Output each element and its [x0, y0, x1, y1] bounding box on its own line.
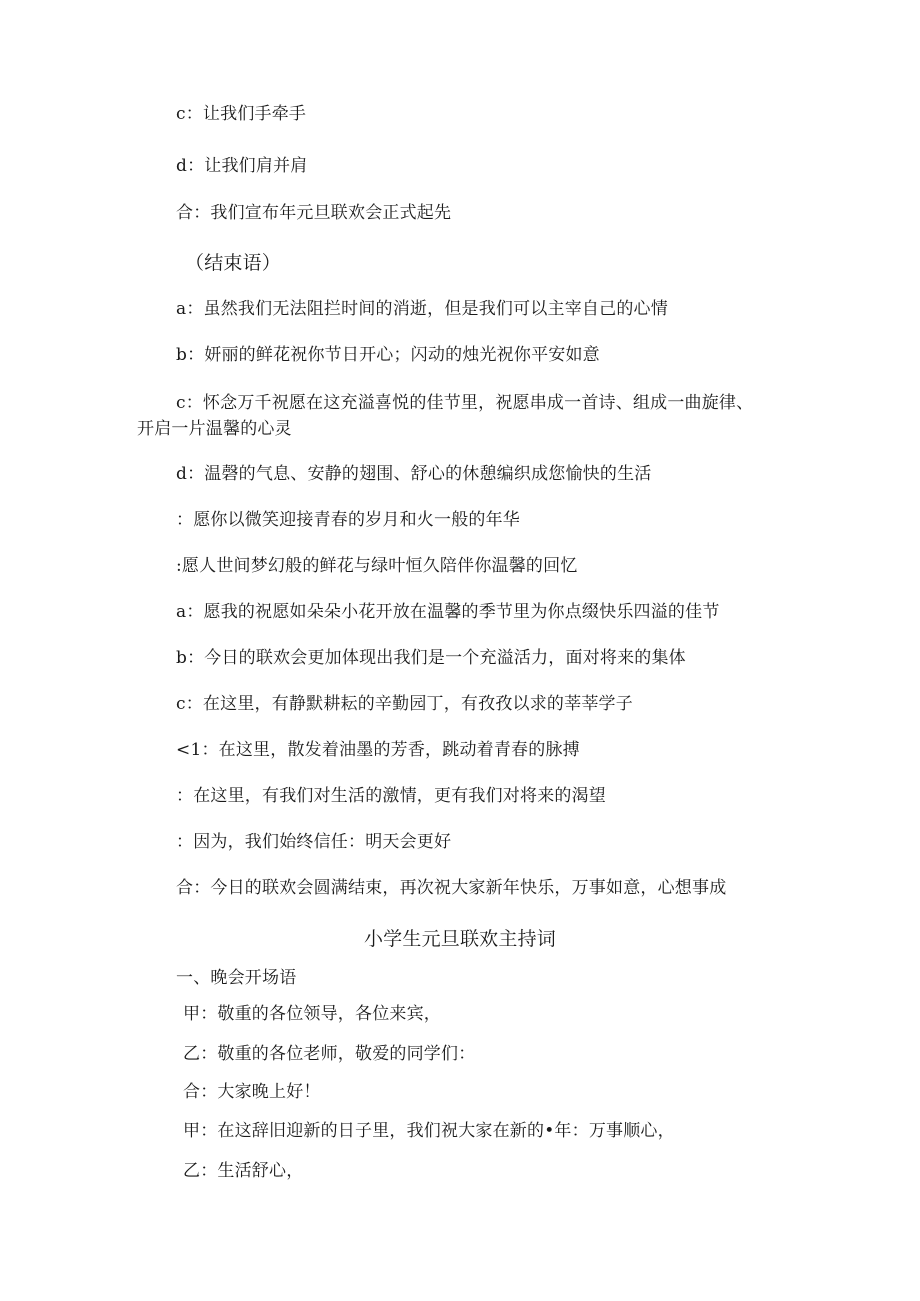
script-line: c：在这里，有静默耕耘的辛勤园丁，有孜孜以求的莘莘学子 [176, 694, 633, 714]
script-line: <1：在这里，散发着油墨的芳香，跳动着青春的脉搏 [176, 740, 580, 760]
script-line: a：虽然我们无法阻拦时间的消逝，但是我们可以主宰自己的心情 [176, 299, 668, 319]
script-line: ：因为，我们始终信任：明天会更好 [176, 832, 452, 852]
script-line: ：愿你以微笑迎接青春的岁月和火一般的年华 [176, 510, 520, 530]
script-line: 乙：敬重的各位老师，敬爱的同学们： [183, 1044, 476, 1064]
script-line: d：温磬的气息、安静的翅围、舒心的休憩编织成您愉快的生活 [176, 464, 652, 484]
script-line-continuation: 开启一片温馨的心灵 [137, 419, 292, 439]
script-line: 合：今日的联欢会圆满结束，再次祝大家新年快乐，万事如意，心想事成 [176, 878, 727, 898]
script-line: b：今日的联欢会更加体现出我们是一个充溢活力，面对将来的集体 [176, 648, 686, 668]
script-line: :愿人世间梦幻般的鲜花与绿叶恒久陪伴你温馨的回忆 [176, 556, 578, 576]
script-line: 乙：生活舒心， [183, 1161, 304, 1181]
script-line: a：愿我的祝愿如朵朵小花开放在温馨的季节里为你点缀快乐四溢的佳节 [176, 602, 720, 622]
section-heading: （结束语） [185, 252, 282, 274]
document-title: 小学生元旦联欢主持词 [363, 928, 556, 950]
script-line: b：妍丽的鲜花祝你节日开心；闪动的烛光祝你平安如意 [176, 345, 600, 365]
script-line: c：让我们手牵手 [176, 104, 307, 124]
script-line: 合：我们宣布年元旦联欢会正式起先 [176, 203, 452, 223]
section-heading: 一、晚会开场语 [176, 968, 297, 988]
script-line: ：在这里，有我们对生活的激情，更有我们对将来的渴望 [176, 786, 606, 806]
script-line: c：怀念万千祝愿在这充溢喜悦的佳节里，祝愿串成一首诗、组成一曲旋律、 [176, 393, 754, 413]
script-line: 合：大家晚上好！ [183, 1082, 321, 1102]
script-line: d：让我们肩并肩 [176, 156, 308, 176]
script-line: 甲：敬重的各位领导，各位来宾， [183, 1004, 441, 1024]
script-line: 甲：在这辞旧迎新的日子里，我们祝大家在新的•年：万事顺心， [183, 1121, 675, 1141]
